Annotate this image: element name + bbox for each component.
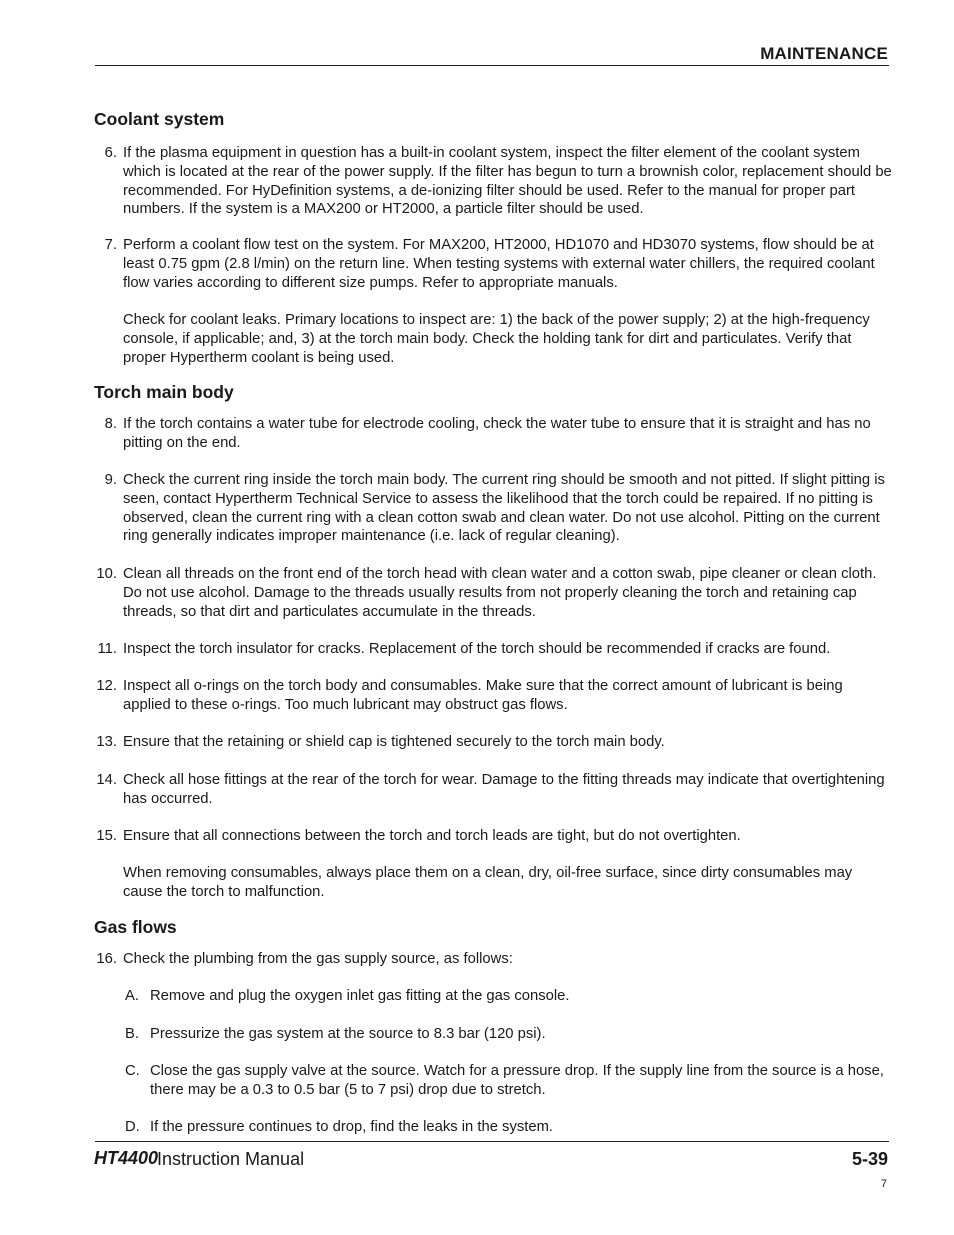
footer-sheet-number: 7: [880, 1178, 887, 1190]
sub-item-letter: D.: [125, 1119, 140, 1135]
footer-manual-title: Instruction Manual: [157, 1149, 305, 1169]
item-text: Ensure that the retaining or shield cap is tightened securely to the torch main body.: [123, 734, 665, 750]
item-number: 16.: [96, 951, 117, 967]
item-text: Inspect all o-rings on the torch body and consumables. Make sure that the correct amount of lubricant is being applied to these o-rings. Too much lubricant may obstruct gas flows.: [123, 678, 843, 713]
sub-item-text: Close the gas supply valve at the source. Watch for a pressure drop. If the supply line from the source is a hose, there may be a 0.3 to 0.5 bar (5 to 7 psi) drop due to stretch.: [150, 1063, 884, 1098]
item-number: 11.: [97, 641, 117, 657]
footer-model-name: HT4400: [94, 1148, 159, 1168]
item-text: Check the plumbing from the gas supply source, as follows:: [123, 951, 513, 967]
sub-item-letter: B.: [125, 1026, 139, 1042]
item-number: 8.: [104, 416, 117, 432]
item-text: Perform a coolant flow test on the system. For MAX200, HT2000, HD1070 and HD3070 systems, flow should be at least 0.75 gpm (2.8 l/min) on the return line. When testing systems with external water chillers, the required coolant flow varies according to different size pumps. Refer to appropriate manuals.: [123, 237, 875, 291]
item-number: 14.: [96, 772, 117, 788]
footer-rule: [95, 1141, 889, 1142]
item-7-paragraph: Check for coolant leaks. Primary locations to inspect are: 1) the back of the power supply; 2) at the high-frequency console, if applicable; and, 3) at the torch main body. Check the holding tank for dirt and particulates. Verify that proper Hypertherm coolant is being used.: [123, 312, 870, 366]
page-header-title: MAINTENANCE: [760, 44, 888, 63]
item-number: 9.: [104, 472, 117, 488]
item-text: Inspect the torch insulator for cracks. Replacement of the torch should be recommended if cracks are found.: [123, 641, 831, 657]
item-15-paragraph: When removing consumables, always place them on a clean, dry, oil-free surface, since dirty consumables may cause the torch to malfunction.: [123, 865, 853, 900]
item-number: 12.: [96, 678, 117, 694]
sub-item-text: Pressurize the gas system at the source to 8.3 bar (120 psi).: [150, 1026, 546, 1042]
item-text: Check the current ring inside the torch main body. The current ring should be smooth and not pitted. If slight pitting is seen, contact Hypertherm Technical Service to assess the likelihood that the torch could be repaired. If no pitting is observed, clean the current ring with a clean cotton swab and clean water. Do not use alcohol. Pitting on the current ring generally indicates improper maintenance (i.e. lack of regular cleaning).: [123, 472, 885, 545]
item-number: 10.: [96, 566, 117, 582]
item-number: 13.: [96, 734, 117, 750]
section-heading-coolant-system: Coolant system: [94, 109, 225, 129]
sub-item-text: Remove and plug the oxygen inlet gas fitting at the gas console.: [150, 988, 570, 1004]
sub-item-letter: C.: [125, 1063, 140, 1079]
item-text: Check all hose fittings at the rear of the torch for wear. Damage to the fitting threads may indicate that overtightening has occurred.: [123, 772, 885, 807]
item-text: Ensure that all connections between the torch and torch leads are tight, but do not overtighten.: [123, 828, 741, 844]
item-text: If the torch contains a water tube for electrode cooling, check the water tube to ensure that it is straight and has no pitting on the end.: [123, 416, 871, 451]
item-number: 15.: [96, 828, 117, 844]
footer-page-number: 5-39: [851, 1149, 888, 1169]
item-text: Clean all threads on the front end of the torch head with clean water and a cotton swab, pipe cleaner or clean cloth. Do not use alcohol. Damage to the threads usually results from not properly cleaning the torch and retaining cap threads, so that dirt and particulates accumulate in the threads.: [123, 566, 877, 620]
section-heading-gas-flows: Gas flows: [94, 917, 177, 937]
item-text: If the plasma equipment in question has a built-in coolant system, inspect the filter element of the coolant system which is located at the rear of the power supply. If the filter has begun to turn a brownish color, replacement should be recommended. For HyDefinition systems, a de-ionizing filter should be used. Refer to the manual for proper part numbers. If the system is a MAX200 or HT2000, a particle filter should be used.: [123, 145, 892, 218]
sub-item-letter: A.: [125, 988, 139, 1004]
header-rule: [95, 65, 889, 66]
item-number: 6.: [104, 145, 117, 161]
sub-item-text: If the pressure continues to drop, find the leaks in the system.: [150, 1119, 554, 1135]
item-number: 7.: [104, 237, 117, 253]
section-heading-torch-main-body: Torch main body: [94, 382, 234, 402]
